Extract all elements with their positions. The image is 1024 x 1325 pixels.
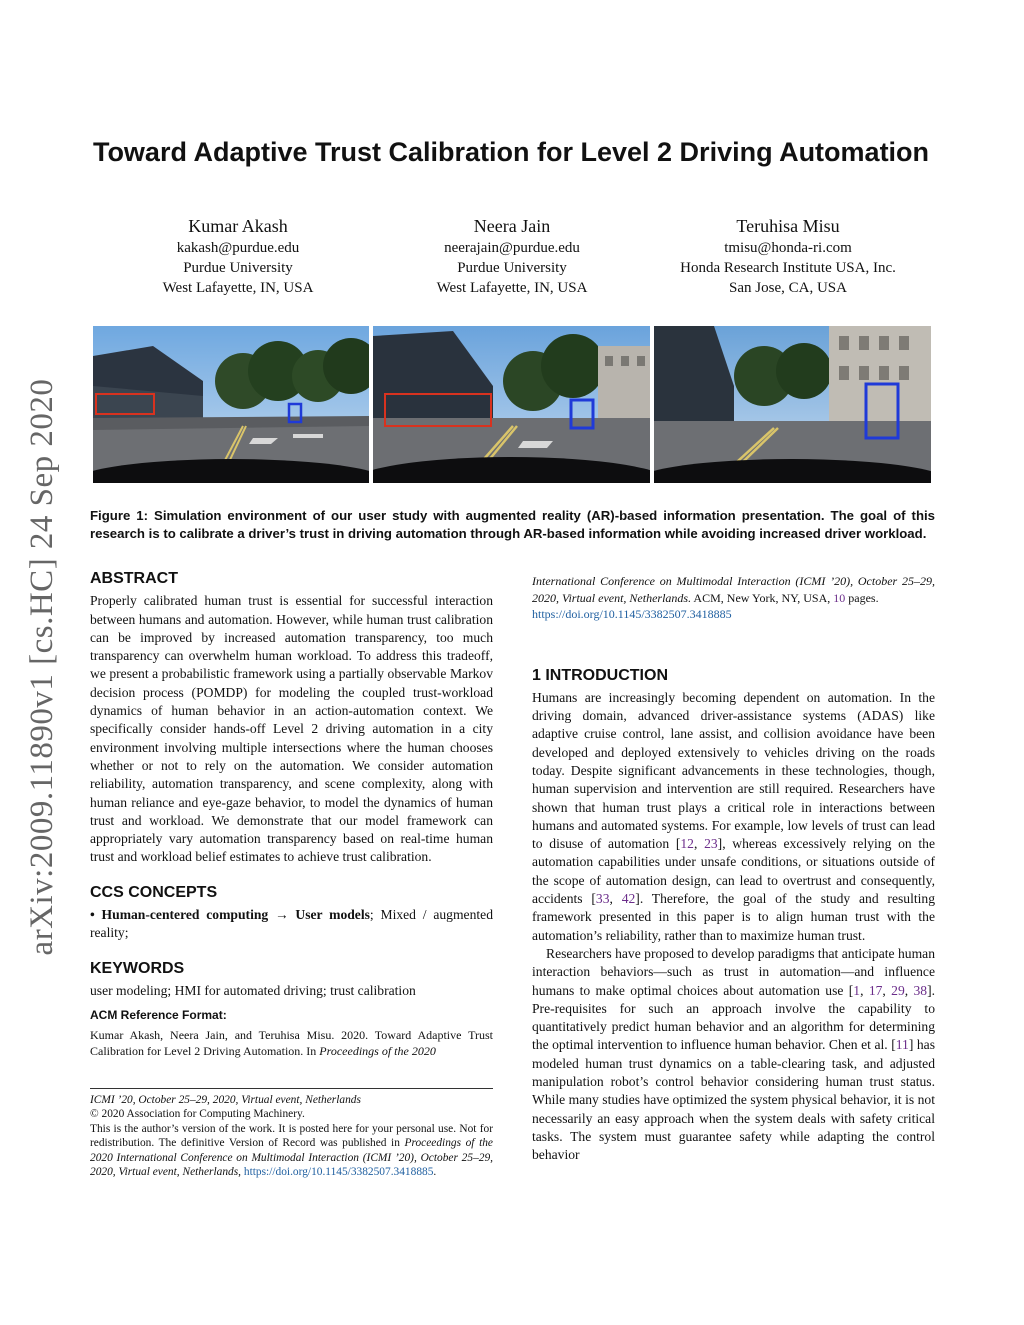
intro-heading: 1 INTRODUCTION	[532, 666, 668, 684]
ccs-concept-rest: ; Mixed / augmented reality;	[90, 907, 493, 941]
ccs-concept: • Human-centered computing → User models	[90, 907, 370, 923]
intro-text: Researchers have proposed to develop paradigms that anticipate human interaction behaviors—such as trust in automation—and influence humans to make optimal choices about automation use [	[532, 945, 935, 998]
citation-link[interactable]: 1	[853, 982, 861, 998]
acm-ref-continued	[532, 573, 935, 623]
intro-paragraph-2: Researchers have proposed to develop paradigms that anticipate human interaction behaviors—such as trust in automation—and influence humans to make optimal choices about automation use [1, 17, 29, 38]. Pre-requisites for such an approach involve the capability to quantitatively predict human behavior and an algorithm for determining the optimal intervention to influence human behavior. Chen et al. [11] has modeled human trust dynamics on a table-clearing task, and adjusted manipulation robot’s control behavior considering human trust status. While many studies have optimized the system physical behavior, it is not necessarily an easy approach when the system deals with safety critical tasks. The system must guarantee safety while adapting the control behavior	[532, 945, 936, 1163]
intro-text: ] has modeled human trust dynamics on a table-clearing task, and adjusted manipulation robot’s control behavior considering human trust status. While many studies have optimized the system physical behavior, it is not necessarily an easy approach when the system deals with safety critical tasks. The system must guarantee safety while adapting the control behavior	[532, 1037, 936, 1163]
footnote-rule	[90, 1088, 493, 1089]
author-name: Teruhisa Misu	[736, 216, 840, 236]
footnote-text: This is the author’s version of the work. It is posted here for your personal use. Not for redistribution. The definitive Version of Record was published in Proceedings of the 2020 International Conference on Multimodal Interaction (ICMI ’20), October 25–29, 2020, Virtual event, Netherlands, https://doi.org/10.1145/3382507.3418885.	[90, 1122, 493, 1179]
acm-ref-heading: ACM Reference Format:	[90, 1008, 227, 1023]
citation-link[interactable]: 38	[913, 982, 928, 998]
footnote-venue: ICMI ’20, October 25–29, 2020, Virtual event, Netherlands	[90, 1094, 361, 1106]
figure-image-3	[654, 326, 931, 483]
author-name: Kumar Akash	[188, 216, 288, 236]
author-affiliation: Purdue University	[183, 260, 293, 276]
author-location: West Lafayette, IN, USA	[436, 280, 588, 296]
abstract-text: Properly calibrated human trust is essential for successful interaction between humans and automation. However, while human trust calibration can be improved by increased automation transparency, too much transparency can overwhelm human workload. To address this tradeoff, we present a probabilistic framework using a partially observable Markov decision process (POMDP) for modeling the coupled trust-workload dynamics of human behavior in an action-automation context. We specifically consider hands-off Level 2 driving automation in a city environment involving multiple intersections where the human chooses whether or not to rely on the automation. We consider automation reliability, automation transparency, and scene complexity, along with human reliance and eye-gaze behavior, to model the dynamics of human trust and workload. We demonstrate that our model framework can appropriately vary automation transparency based on real-time human trust and workload belief estimates to achieve trust calibration.	[90, 593, 493, 865]
author-affiliation: Purdue University	[457, 260, 567, 276]
footnote	[90, 1093, 493, 1179]
figure-image-1	[93, 326, 369, 483]
figure-image-2	[373, 326, 650, 483]
intro-text: ], whereas excessively relying on the automation capabilities under unsafe conditions, or situations outside of the scope of automation design, can lead to overtrust and consequently, accidents [	[532, 836, 935, 907]
acm-ref-pages-label: pages.	[845, 590, 879, 605]
citation-link[interactable]: 33	[595, 891, 610, 907]
figure-caption: Figure 1: Simulation environment of our user study with augmented reality (AR)-based information presentation. The goal of this research is to calibrate a driver’s trust in driving automation through AR-based information while avoiding increased driver workload.	[90, 508, 935, 541]
right-column	[532, 573, 935, 1165]
ccs-heading: CCS CONCEPTS	[90, 883, 218, 901]
author-block-2	[362, 214, 662, 298]
author-block-1	[88, 214, 388, 298]
citation-link[interactable]: 17	[868, 982, 883, 998]
author-email: neerajain@purdue.edu	[444, 240, 580, 256]
keywords-heading: KEYWORDS	[90, 959, 185, 977]
intro-text: ]. Pre-requisites for such an approach involve the capability to quantitatively predict human behavior and an algorithm for determining the optimal intervention to influence human behavior. Chen et al. [	[532, 982, 935, 1053]
acm-ref-proceedings-start: Proceedings of the 2020	[319, 1043, 436, 1058]
author-email: kakash@purdue.edu	[176, 240, 300, 256]
author-location: San Jose, CA, USA	[729, 280, 847, 296]
acm-ref-pages-link[interactable]: 10	[833, 590, 846, 605]
acm-ref-citation: Kumar Akash, Neera Jain, and Teruhisa Misu. 2020. Toward Adaptive Trust Calibration for Level 2 Driving Automation. In	[90, 1027, 493, 1058]
intro-text: ]. Therefore, the goal of the study and resulting framework presented in this paper is to align human trust with the automation’s reliability, rather than to maximize human trust.	[532, 891, 935, 943]
author-location: West Lafayette, IN, USA	[162, 280, 314, 296]
keywords-text: user modeling; HMI for automated driving; trust calibration	[90, 982, 416, 998]
author-name: Neera Jain	[473, 216, 551, 236]
author-affiliation: Honda Research Institute USA, Inc.	[680, 260, 896, 276]
citation-link[interactable]: 42	[621, 891, 636, 907]
paper-title: Toward Adaptive Trust Calibration for Level 2 Driving Automation	[92, 137, 930, 167]
left-column	[90, 570, 493, 1059]
author-block-3	[638, 214, 938, 298]
intro-paragraph-1: Humans are increasingly becoming dependent on automation. In the driving domain, advanced driver-assistance systems (ADAS) like adaptive cruise control, lane assist, and collision avoidance have been developed and deployed extensively to vehicles driving on the roads today. Despite significant advancements in these technologies, though, human supervision and intervention are still required. Researchers have shown that human trust plays a critical role in interactions between humans and automated systems. For example, low levels of trust can lead to disuse of automation [12, 23], whereas excessively relying on the automation capabilities under unsafe conditions, or situations outside of the scope of automation design, can lead to overtrust and consequently, accidents [33, 42]. Therefore, the goal of the study and resulting framework presented in this paper is to align human trust with the automation’s reliability, rather than to maximize human trust.	[532, 689, 935, 943]
citation-link[interactable]: 23	[704, 836, 718, 852]
intro-text: Humans are increasingly becoming dependent on automation. In the driving domain, advanced driver-assistance systems (ADAS) like adaptive cruise control, lane assist, and collision avoidance have been developed and deployed extensively to vehicles driving on the roads today. Despite significant advancements in these technologies, though, human supervision and intervention are still required. Researchers have shown that human trust plays a critical role in interactions between humans and automated systems. For example, low levels of trust can lead to disuse of automation [	[532, 689, 935, 852]
acm-ref-text	[90, 1027, 493, 1059]
abstract-heading: ABSTRACT	[90, 570, 178, 587]
arxiv-identifier: arXiv:2009.11890v1 [cs.HC] 24 Sep 2020	[24, 378, 60, 956]
citation-link[interactable]: 11	[895, 1037, 909, 1053]
footnote-copyright: © 2020 Association for Computing Machinery.	[90, 1108, 305, 1121]
acm-ref-publisher: ACM, New York, NY, USA,	[691, 590, 834, 605]
footnote-proceedings: Proceedings of the 2020 International Conference on Multimodal Interaction (ICMI ’20), October 25–29, 2020, Virtual event, Netherlands	[90, 1137, 493, 1179]
footnote-doi-link[interactable]: https://doi.org/10.1145/3382507.3418885	[243, 1166, 434, 1179]
citation-link[interactable]: 29	[891, 982, 905, 998]
citation-link[interactable]: 12	[680, 836, 694, 852]
footnote-permission: This is the author’s version of the work. It is posted here for your personal use. Not for redistribution. The definitive Version of Record was published in	[90, 1122, 493, 1150]
acm-ref-venue: International Conference on Multimodal Interaction (ICMI ’20), October 25–29, 2020, Virtual event, Netherlands.	[532, 574, 935, 605]
acm-ref-doi-link[interactable]: https://doi.org/10.1145/3382507.3418885	[532, 607, 732, 621]
author-email: tmisu@honda-ri.com	[724, 240, 852, 256]
ccs-text	[90, 906, 493, 943]
